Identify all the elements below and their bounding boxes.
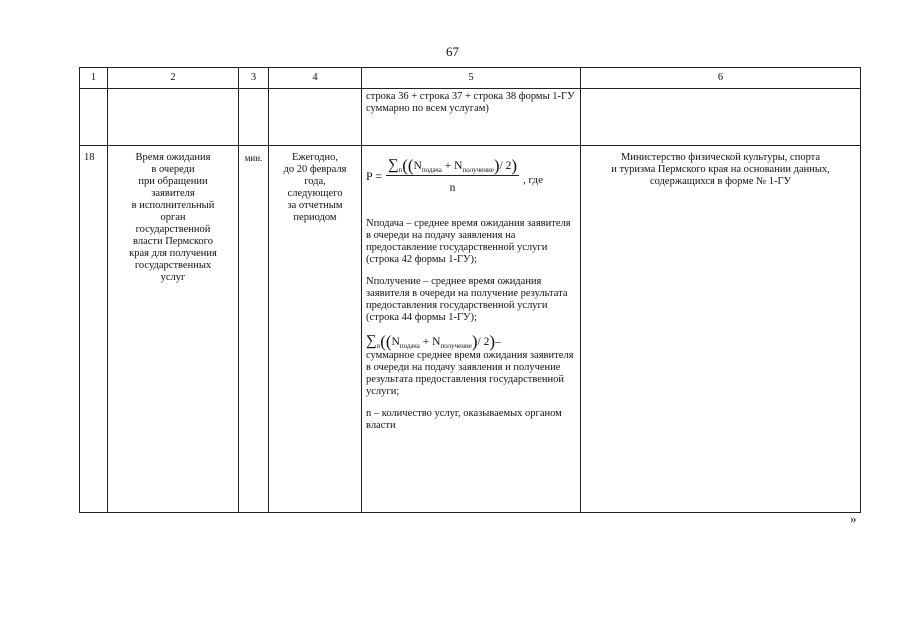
calculation-method <box>362 146 581 513</box>
data-source: Министерство физической культуры, спорта и туризма Пермского края на основании данных, содержащихся в форме № 1-ГУ <box>581 146 861 513</box>
desc-sum: $\sum_n((N_{подача} + N_{получение})/$ 2)– суммарное среднее время ожидания заявителя в очереди на подачу заявления и получение результата предоставления государственной услуги; <box>366 334 576 398</box>
desc-n: n – количество услуг, оказываемых органом власти <box>366 408 562 431</box>
closing-quote: » <box>850 511 857 526</box>
header-col-3: 3 <box>239 68 269 89</box>
header-row <box>80 68 861 89</box>
header-col-6: 6 <box>581 68 861 89</box>
desc-poluchenie: Nполучение – среднее время ожидания заявителя в очереди на получение результата предоставления государственной услуги (строка 44 формы 1-ГУ); <box>366 276 568 323</box>
indicator-name: Время ожидания в очереди при обращении заявителя в исполнительный орган государственной власти Пермского края для получения государственных услуг <box>108 146 239 513</box>
row-18 <box>80 146 861 513</box>
indicator-table <box>79 67 861 513</box>
header-col-1: 1 <box>80 68 108 89</box>
inline-sum-formula: $\sum_n((N_{подача} + N_{получение})/$ 2)– <box>366 332 501 351</box>
header-col-2: 2 <box>108 68 239 89</box>
reporting-period: Ежегодно, до 20 февраля года, следующего за отчетным периодом <box>269 146 362 513</box>
unit-of-measure: мин. <box>239 146 269 513</box>
row-number: 18 <box>80 146 108 513</box>
main-formula: P = $\frac{\sum_n((N_{подача} + N_{получение})/ 2)}{n}$ , где <box>366 155 543 194</box>
continued-row <box>80 89 861 146</box>
continued-formula-text: строка 36 + строка 37 + строка 38 формы 1-ГУ суммарно по всем услугам) <box>362 89 581 146</box>
desc-podacha: Nподача – среднее время ожидания заявителя в очереди на подачу заявления на предоставление государственной услуги (строка 42 формы 1-ГУ); <box>366 218 571 265</box>
formula-denominator: n <box>449 181 456 194</box>
header-col-4: 4 <box>269 68 362 89</box>
page-number: 67 <box>446 44 459 59</box>
formula-numerator: $\sum_n((N_{подача} + N_{получение})/$ 2) <box>388 155 518 175</box>
header-col-5: 5 <box>362 68 581 89</box>
